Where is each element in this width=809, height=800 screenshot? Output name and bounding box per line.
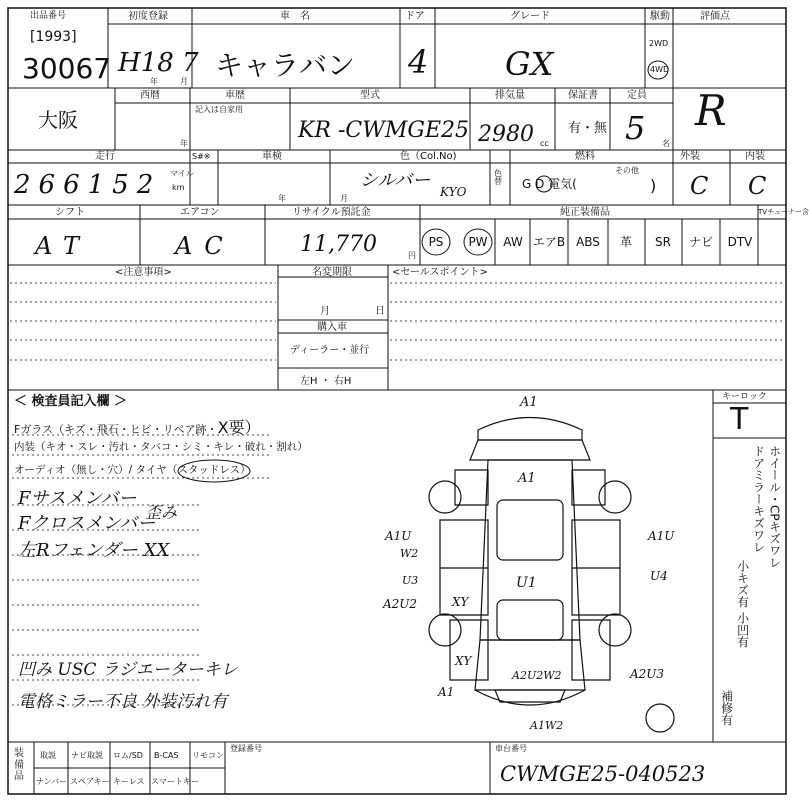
inspector-line2: 内装（キオ・スレ・汚れ・タバコ・シミ・キレ・破れ・割れ）: [14, 441, 308, 453]
steering-value: 左H ・ 右H: [300, 376, 352, 387]
keylock-label: キーロック: [722, 392, 767, 402]
ac-value: AC: [175, 232, 235, 260]
equipment-label: 純正装備品: [560, 207, 610, 218]
drive-label: 駆動: [650, 11, 670, 22]
equip-abs: ABS: [576, 235, 600, 249]
handwritten-note-1-side: 歪み: [145, 503, 178, 522]
diagram-label-roof-front: A1: [520, 395, 538, 410]
recycle-label: リサイクル預託金: [292, 207, 371, 218]
footer-bcas: B-CAS: [154, 751, 179, 760]
diagram-label-rear-xy: XY: [455, 654, 472, 668]
color-code: KYO: [440, 185, 467, 199]
selling-label: <セールスポイント>: [392, 267, 488, 278]
reg-number-label: 登録番号: [230, 744, 262, 753]
capacity-label: 定員: [627, 90, 647, 101]
inspection-month: 月: [340, 194, 348, 203]
vin-label: 車台番号: [495, 744, 527, 753]
diagram-label-rear: A2U2W2: [512, 669, 562, 682]
fuel-options: G D 電気(: [522, 177, 577, 191]
diagram-label-bumper: A1W2: [530, 719, 564, 732]
diagram-label-left-xy: XY: [452, 595, 469, 609]
handwritten-note-2: Fクロスメンバー: [18, 513, 156, 534]
model-year-label: 西暦: [140, 90, 160, 101]
door-value: 4: [408, 43, 429, 81]
score-value: R: [695, 86, 727, 135]
fuel-other: その他: [615, 166, 639, 175]
color-label: 色（Col.No): [400, 151, 457, 162]
footer-spare-key: スペアキー: [70, 777, 110, 786]
diagram-label-left-w2: W2: [400, 547, 419, 560]
name-change-label: 名変期限: [312, 267, 352, 278]
lot-label: 出品番号: [30, 11, 67, 21]
exterior-label: 外装: [680, 151, 700, 162]
diagram-label-hood: A1: [518, 471, 536, 486]
equip-leather: 革: [619, 235, 633, 249]
model-name-label: 車 名: [280, 11, 310, 22]
diagram-label-left-u3: U3: [402, 574, 419, 587]
footer-equipment-label: 装備品: [14, 748, 24, 782]
diagram-label-roof: U1: [516, 575, 537, 591]
footer-plate: ナンバー: [36, 777, 68, 786]
legend-col-2: ドアミラーキズワレ: [751, 445, 766, 553]
mileage-label: 走行: [95, 151, 115, 162]
grade-label: グレード: [510, 11, 550, 22]
footer-remote: リモコン: [192, 751, 224, 760]
interior-value: C: [748, 172, 767, 200]
history-note: 記入は自家用: [195, 105, 243, 114]
drive-2wd: 2WD: [649, 39, 669, 48]
car-diagram: [429, 418, 674, 733]
diagram-label-right-u4: U4: [650, 569, 668, 583]
legend-col-1: ホイール・CPキズワレ: [767, 445, 782, 569]
type-label: 型式: [360, 90, 380, 101]
capacity-unit: 名: [662, 139, 670, 148]
mileage-unit-km: km: [172, 183, 185, 192]
fuel-label: 燃料: [575, 151, 595, 162]
exterior-value: C: [690, 172, 709, 200]
first-reg-label: 初度登録: [128, 11, 168, 22]
color-value: シルバー: [360, 170, 431, 191]
handwritten-note-4: 凹み USC ラジエーターキレ: [18, 660, 238, 680]
history-year-unit: 年: [180, 139, 188, 148]
displacement-unit: cc: [540, 139, 549, 148]
handwritten-note-3: 左Rフェンダー XX: [18, 540, 170, 561]
diagram-label-rear-left: A1: [438, 685, 455, 699]
tv-tuner-label: TVチューナー含: [758, 208, 809, 216]
grade-value: GX: [505, 45, 554, 83]
caution-label: <注意事項>: [115, 267, 172, 278]
footer-rom-sd: ロム/SD: [113, 751, 143, 760]
shift-label: シフト: [55, 207, 85, 218]
footer-smart-key: スマートキー: [151, 777, 199, 786]
footer-keyless: キーレス: [113, 777, 145, 786]
keylock-value: T: [730, 402, 749, 437]
equip-sr: SR: [655, 235, 671, 249]
inspector-line1: Fガラス（キズ・飛石・ヒビ・リペア跡・X要）: [14, 418, 261, 437]
interior-label: 内装: [745, 151, 765, 162]
equip-navi: ナビ: [688, 235, 714, 249]
equip-airbag: エアB: [532, 235, 566, 249]
name-change-day: 日: [375, 306, 385, 317]
equip-ps: PS: [428, 235, 444, 249]
door-label: ドア: [405, 11, 425, 22]
displacement-value: 2980: [478, 122, 534, 147]
ac-label: エアコン: [180, 207, 220, 218]
handwritten-note-5: 電格ミラー不良 外装汚れ有: [18, 692, 228, 712]
first-reg-value: H18 7: [118, 48, 199, 78]
fuel-close: ): [650, 176, 657, 195]
warranty-value: 有・無: [568, 121, 608, 136]
inspector-title: ＜ 検査員記入欄 ＞: [14, 394, 128, 409]
legend-col-3: 小キズ有 小凹有: [735, 560, 750, 648]
region-value: 大阪: [38, 108, 78, 132]
drive-4wd: 4WD: [650, 65, 670, 74]
diagram-label-right-front: A1U: [648, 529, 675, 543]
recycle-value: 11,770: [300, 232, 377, 257]
equip-aw: AW: [503, 235, 523, 249]
type-value: KR -CWMGE25: [298, 118, 470, 143]
purchase-value: ディーラー・並行: [290, 345, 370, 356]
capacity-value: 5: [625, 109, 646, 147]
diagram-label-rear-right: A2U3: [630, 667, 665, 681]
legend-col-4: 補修有: [719, 690, 734, 726]
inspection-year: 年: [278, 194, 286, 203]
mileage-value: 266152: [14, 170, 162, 200]
diagram-label-left-front: A1U: [385, 529, 412, 543]
equip-pw: PW: [468, 235, 488, 249]
first-reg-month-unit: 月: [180, 77, 188, 86]
vin-value: CWMGE25-040523: [500, 762, 706, 786]
history-label: 車歴: [225, 90, 245, 101]
inspector-line3: オーディオ（無し・穴）/ タイヤ（スタッドレス）: [14, 464, 251, 476]
score-label: 評価点: [700, 11, 730, 22]
warranty-label: 保証書: [568, 90, 598, 101]
name-change-month: 月: [320, 306, 330, 317]
lot-number: 30067: [22, 52, 112, 85]
displacement-label: 排気量: [495, 90, 525, 101]
recycle-unit: 円: [408, 251, 416, 260]
s-label: S#※: [192, 152, 211, 161]
lot-year: [1993]: [30, 29, 77, 45]
equip-dtv: DTV: [727, 235, 753, 249]
color-change-label: 色替: [494, 169, 502, 186]
handwritten-note-1: Fサスメンバー: [18, 488, 137, 509]
inspection-label: 車検: [262, 151, 282, 162]
mileage-unit-mile: マイル: [170, 169, 194, 178]
first-reg-year-unit: 年: [150, 77, 158, 86]
model-name-value: キャラバン: [215, 49, 356, 82]
diagram-label-left-rear: A2U2: [383, 597, 418, 611]
purchase-label: 購入車: [317, 322, 347, 333]
footer-manual: 取説: [40, 751, 56, 760]
shift-value: AT: [35, 232, 92, 260]
footer-navi-manual: ナビ取説: [71, 751, 103, 760]
